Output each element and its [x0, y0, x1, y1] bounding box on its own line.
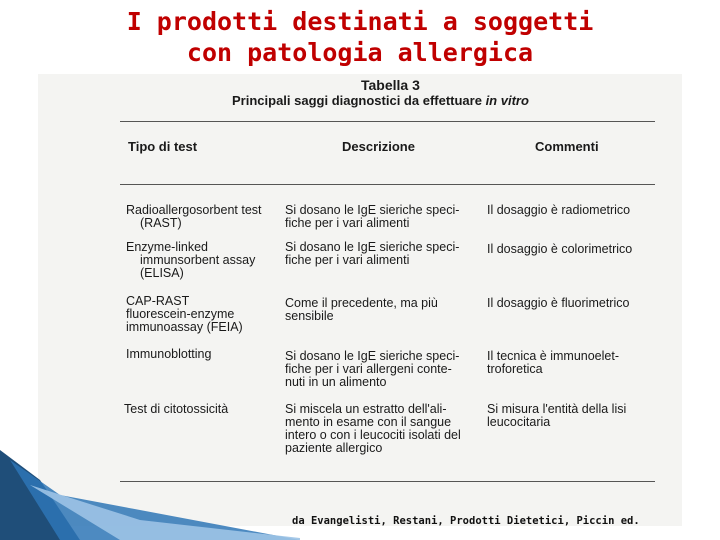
row-3-commenti: Il dosaggio è fluorimetrico	[487, 296, 630, 310]
column-header-tipo: Tipo di test	[128, 139, 198, 154]
row-4-commenti: Il tecnica è immunoelet- troforetica	[487, 349, 620, 376]
row-5-commenti: Si misura l'entità della lisi leucocitaria	[487, 402, 627, 429]
slide-title-line-1: I prodotti destinati a soggetti	[126, 7, 594, 36]
row-2-descrizione: Si dosano le IgE sieriche speci- fiche per i vari alimenti	[285, 240, 460, 267]
row-4-tipo: Immunoblotting	[126, 347, 212, 361]
row-3-descrizione: Come il precedente, ma più sensibile	[285, 296, 438, 323]
row-3-tipo: CAP-RAST fluorescein-enzyme immunoassay (FEIA)	[126, 294, 243, 334]
row-1-descrizione: Si dosano le IgE sieriche speci- fiche per i vari alimenti	[285, 203, 460, 230]
source-citation: da Evangelisti, Restani, Prodotti Dietetici, Piccin ed.	[292, 515, 640, 527]
row-4-descrizione: Si dosano le IgE sieriche speci- fiche per i vari allergeni conte- nuti in un alimento	[285, 349, 460, 389]
table-rule-top	[120, 121, 655, 122]
slide-title	[0, 6, 720, 68]
column-header-commenti: Commenti	[535, 139, 599, 154]
slide-corner-decoration	[0, 440, 300, 540]
row-2-commenti: Il dosaggio è colorimetrico	[487, 242, 633, 256]
table-rule-header	[120, 184, 655, 185]
row-1-tipo: Radioallergosorbent test (RAST)	[126, 203, 262, 230]
table-caption-italic: in vitro	[485, 93, 529, 108]
table-caption	[232, 78, 632, 108]
slide-title-line-2: con patologia allergica	[186, 38, 534, 67]
table-label: Tabella 3	[361, 77, 420, 93]
row-2-tipo: Enzyme-linked immunsorbent assay (ELISA)	[126, 240, 256, 280]
table-caption-text: Principali saggi diagnostici da effettuare	[232, 93, 486, 108]
row-5-tipo: Test di citotossicità	[124, 402, 229, 416]
row-1-commenti: Il dosaggio è radiometrico	[487, 203, 631, 217]
column-header-descrizione: Descrizione	[342, 139, 415, 154]
row-5-descrizione: Si miscela un estratto dell'ali- mento in esame con il sangue intero o con i leucociti isolati del paziente allergico	[285, 402, 461, 455]
